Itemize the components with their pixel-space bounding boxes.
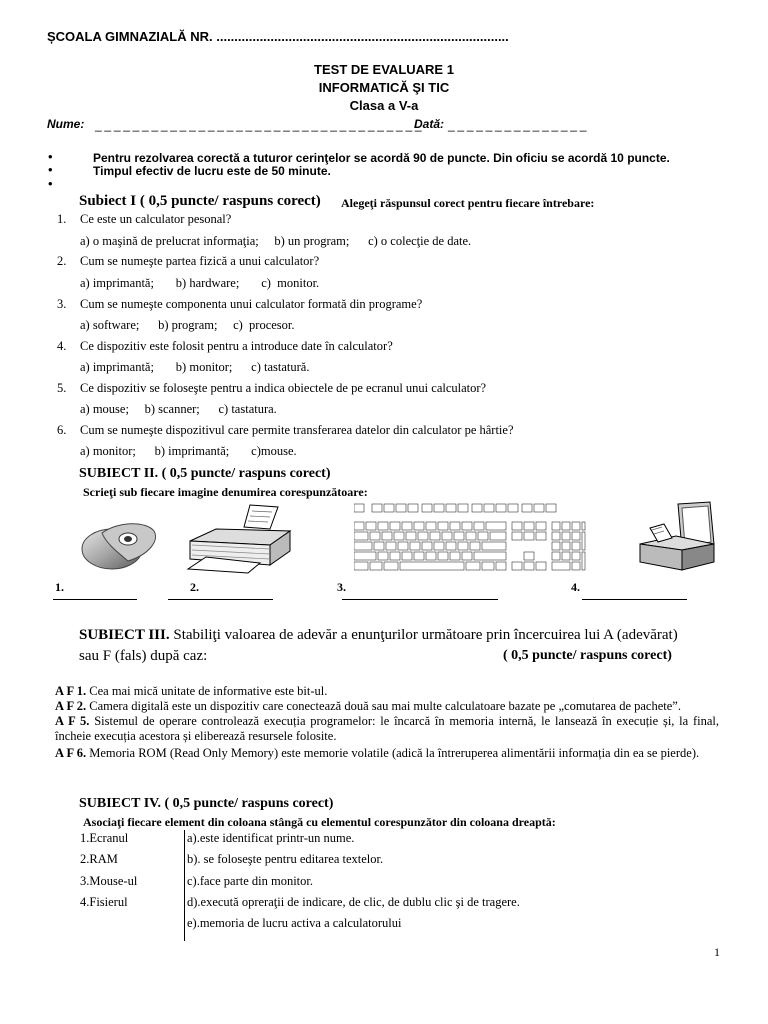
s2-title: SUBIECT II. ( 0,5 puncte/ raspuns corect) (79, 466, 331, 481)
right-item[interactable]: a).este identificat printr-un nume. (187, 831, 355, 845)
question-number: 2. (57, 254, 67, 268)
s2-instruction: Scrieţi sub fiecare imagine denumirea corespunzătoare: (83, 485, 368, 499)
mouse-image-icon (76, 515, 160, 571)
right-item[interactable]: c).face parte din monitor. (187, 874, 313, 888)
answer-options[interactable]: a) imprimantă; b) hardware; c) monitor. (80, 276, 320, 290)
right-item[interactable]: e).memoria de lucru activa a calculatorului (187, 916, 402, 930)
test-title: TEST DE EVALUARE 1 (314, 62, 454, 77)
statement-text: Memoria ROM (Read Only Memory) este memorie volatile (adică la întreruperea alimentării informația din ea se pierde). (89, 746, 700, 760)
statement-item[interactable] (55, 746, 719, 761)
question-text: Ce dispozitiv se foloseşte pentru a indica obiectele de pe ecranul unui calculator? (80, 381, 487, 395)
answer-line-4[interactable] (582, 599, 687, 600)
scanner-image-icon (632, 500, 718, 578)
page-number: 1 (714, 945, 720, 959)
school-name: ȘCOALA GIMNAZIALĂ NR. ................................................................................. (47, 29, 509, 44)
bullet-icon: • (48, 149, 53, 164)
answer-options[interactable]: a) imprimantă; b) monitor; c) tastatură. (80, 360, 310, 374)
left-item[interactable]: 2.RAM (80, 852, 118, 866)
question-text: Cum se numeşte componenta unui calculator formată din programe? (80, 297, 423, 311)
answer-line-3[interactable] (342, 599, 498, 600)
instruction-2: Timpul efectiv de lucru este de 50 minute. (93, 164, 331, 178)
s1-title: Subiect I ( 0,5 puncte/ raspuns corect) (79, 193, 321, 209)
name-blank[interactable]: _ _ _ _ _ _ _ _ _ _ _ _ _ _ _ _ _ _ _ _ _ _ _ _ _ _ _ _ _ _ _ _ _ _ _ (95, 118, 422, 132)
answer-options[interactable]: a) software; b) program; c) procesor. (80, 318, 295, 332)
bullet-icon: • (48, 162, 53, 177)
date-label: Dată: (414, 117, 445, 131)
question-number: 6. (57, 423, 67, 437)
image-label-4: 4. (571, 580, 580, 594)
question-number: 3. (57, 297, 67, 311)
s4-instruction: Asociaţi fiecare element din coloana stângă cu elementul corespunzător din coloana dreaptă: (83, 815, 556, 829)
statement-label: A F 5. (55, 714, 90, 728)
right-item[interactable]: b). se foloseşte pentru editarea textelor. (187, 852, 384, 866)
question-number: 1. (57, 212, 67, 226)
s1-instruction: Alegeţi răspunsul corect pentru fiecare întrebare: (341, 196, 595, 210)
printer-image-icon (186, 503, 298, 575)
statement-label: A F 2. (55, 699, 87, 713)
statement-text: Sistemul de operare controlează execuția programelor: le încarcă în memoria internă, le lansează în execuție și, la final, încheie execuția acestora și eliberează resursele folosite. (55, 714, 719, 743)
s3-title-line (79, 627, 678, 644)
column-divider (184, 830, 185, 941)
answer-line-1[interactable] (53, 599, 137, 600)
answer-options[interactable]: a) mouse; b) scanner; c) tastatura. (80, 402, 277, 416)
statement-text: Camera digitală este un dispozitiv care conectează două sau mai multe calculatoare bazate pe „comutarea de pachete”. (89, 699, 681, 713)
left-item[interactable]: 3.Mouse-ul (80, 874, 138, 888)
answer-options[interactable]: a) monitor; b) imprimantă; c)mouse. (80, 444, 297, 458)
statement-item[interactable] (55, 684, 719, 699)
statement-item[interactable] (55, 699, 719, 714)
s3-instruction-line2: sau F (fals) după caz: (79, 648, 208, 664)
image-label-3: 3. (337, 580, 346, 594)
image-label-1: 1. (55, 580, 64, 594)
bullet-icon: • (48, 176, 53, 191)
image-label-2: 2. (190, 580, 199, 594)
question-text: Ce este un calculator pesonal? (80, 212, 232, 226)
statement-label: A F 6. (55, 746, 87, 760)
keyboard-image-icon (354, 502, 586, 580)
left-item[interactable]: 4.Fisierul (80, 895, 128, 909)
question-text: Cum se numeşte partea fizică a unui calculator? (80, 254, 320, 268)
s3-instruction: Stabiliţi valoarea de adevăr a enunţurilor următoare prin încercuirea lui A (adevărat) (173, 627, 678, 643)
statement-label: A F 1. (55, 684, 87, 698)
answer-line-2[interactable] (168, 599, 273, 600)
subject-title: INFORMATICĂ ŞI TIC (318, 80, 450, 95)
s4-title: SUBIECT IV. ( 0,5 puncte/ raspuns corect) (79, 796, 334, 811)
class-title: Clasa a V-a (349, 98, 419, 113)
left-item[interactable]: 1.Ecranul (80, 831, 129, 845)
question-number: 4. (57, 339, 67, 353)
statement-item[interactable] (55, 714, 719, 744)
right-item[interactable]: d).execută opreraţii de indicare, de clic, de dublu clic şi de tragere. (187, 895, 520, 909)
instruction-1: Pentru rezolvarea corectă a tuturor cerinţelor se acordă 90 de puncte. Din oficiu se acordă 10 puncte. (93, 151, 670, 165)
date-blank[interactable]: _ _ _ _ _ _ _ _ _ _ _ _ _ _ _ (448, 118, 587, 132)
s3-points: ( 0,5 puncte/ raspuns corect) (503, 648, 672, 663)
question-text: Cum se numeşte dispozitivul care permite transferarea datelor din calculator pe hârtie? (80, 423, 514, 437)
statement-text: Cea mai mică unitate de informative este bit-ul. (89, 684, 328, 698)
question-number: 5. (57, 381, 67, 395)
name-label: Nume: (47, 117, 85, 131)
s3-title: SUBIECT III. (79, 627, 170, 643)
answer-options[interactable]: a) o maşină de prelucrat informaţia; b) un program; c) o colecţie de date. (80, 234, 472, 248)
question-text: Ce dispozitiv este folosit pentru a introduce date în calculator? (80, 339, 393, 353)
